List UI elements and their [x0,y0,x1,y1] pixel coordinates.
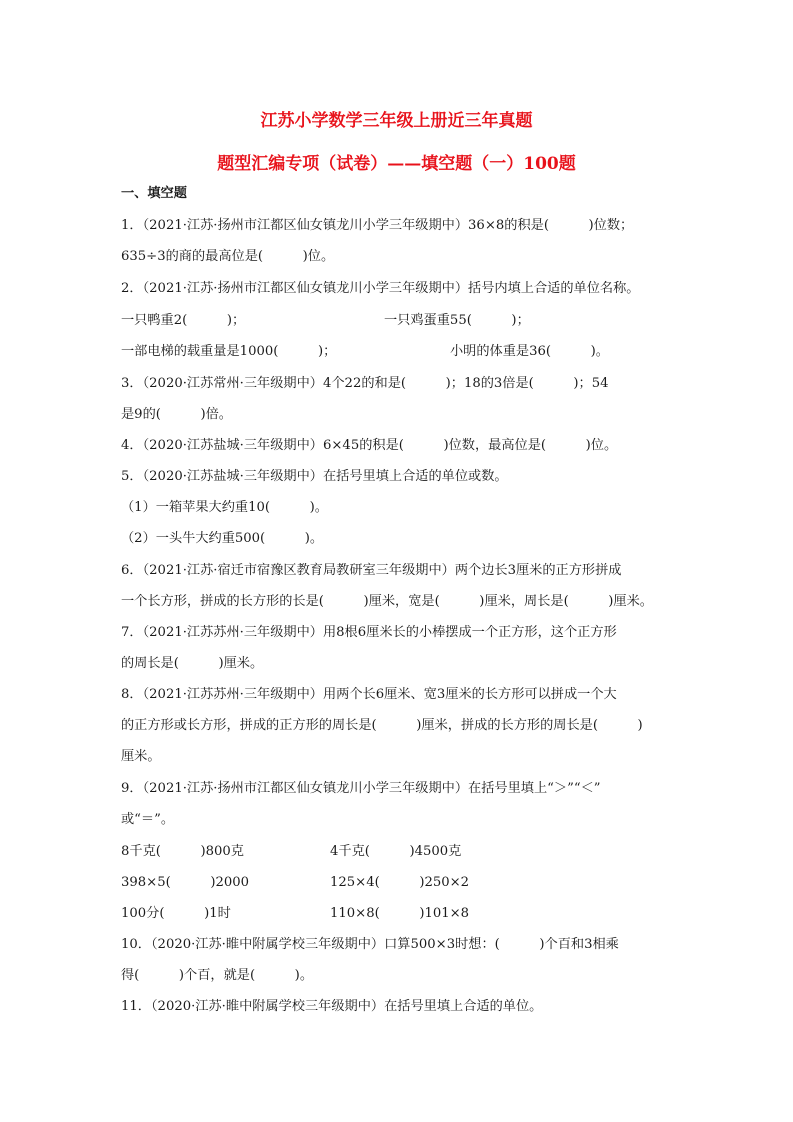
q7-line-1: 7．（2021·江苏苏州·三年级期中）用8根6厘米长的小棒摆成一个正方形，这个正方形 [121,625,617,640]
q7-line-2: 的周长是( )厘米。 [121,656,264,671]
q9-item-2: 4千克( )4500克 [330,844,462,859]
q8-line-3: 厘米。 [121,749,161,764]
q2-line-1: 2．（2021·江苏·扬州市江都区仙女镇龙川小学三年级期中）括号内填上合适的单位名称。 [121,281,640,296]
q2-elevator: 一部电梯的载重量是1000( )； [121,344,337,359]
q6-line-2: 一个长方形，拼成的长方形的长是( )厘米，宽是( )厘米，周长是( )厘米。 [121,594,653,609]
q8-line-2: 的正方形或长方形，拼成的正方形的周长是( )厘米，拼成的长方形的周长是( ) [121,718,643,733]
q8-line-1: 8．（2021·江苏苏州·三年级期中）用两个长6厘米、宽3厘米的长方形可以拼成一个大 [121,687,617,702]
q3-line-2: 是9的( )倍。 [121,407,232,422]
q9-item-6: 110×8( )101×8 [330,906,470,921]
q2-duck: 一只鸭重2( )； [121,313,246,328]
document-title-line-1: 江苏小学数学三年级上册近三年真题 [260,111,533,131]
q5-line-1: 5．（2020·江苏盐城·三年级期中）在括号里填上合适的单位或数。 [121,469,508,484]
q9-item-5: 100分( )1时 [121,906,231,921]
q5-sub-1: （1）一箱苹果大约重10( )。 [121,500,328,515]
q1-line-1: 1．（2021·江苏·扬州市江都区仙女镇龙川小学三年级期中）36×8的积是( )位数； [121,218,634,233]
q9-item-4: 125×4( )250×2 [330,875,470,890]
q2-egg: 一只鸡蛋重55( )； [384,313,530,328]
q11-line-1: 11．（2020·江苏·睢中附属学校三年级期中）在括号里填上合适的单位。 [121,999,543,1014]
section-heading: 一、填空题 [121,186,187,201]
q6-line-1: 6．（2021·江苏·宿迁市宿豫区教育局教研室三年级期中）两个边长3厘米的正方形拼成 [121,563,622,578]
q9-item-1: 8千克( )800克 [121,844,244,859]
q5-sub-2: （2）一头牛大约重500( )。 [121,531,324,546]
document-title-line-2: 题型汇编专项（试卷）——填空题（一）100题 [217,154,576,174]
q10-line-1: 10．（2020·江苏·睢中附属学校三年级期中）口算500×3时想：( )个百和3相乘 [121,937,619,952]
q10-line-2: 得( )个百，就是( )。 [121,968,314,983]
q3-line-1: 3．（2020·江苏常州·三年级期中）4个22的和是( )；18的3倍是( )；54 [121,376,609,391]
q9-line-1: 9．（2021·江苏·扬州市江都区仙女镇龙川小学三年级期中）在括号里填上“＞”“＜” [121,781,601,796]
q9-line-2: 或“＝”。 [121,812,175,827]
q4-line-1: 4．（2020·江苏盐城·三年级期中）6×45的积是( )位数，最高位是( )位。 [121,438,618,453]
q2-weight: 小明的体重是36( )。 [450,344,609,359]
q1-line-2: 635÷3的商的最高位是( )位。 [121,249,335,264]
q9-item-3: 398×5( )2000 [121,875,250,890]
